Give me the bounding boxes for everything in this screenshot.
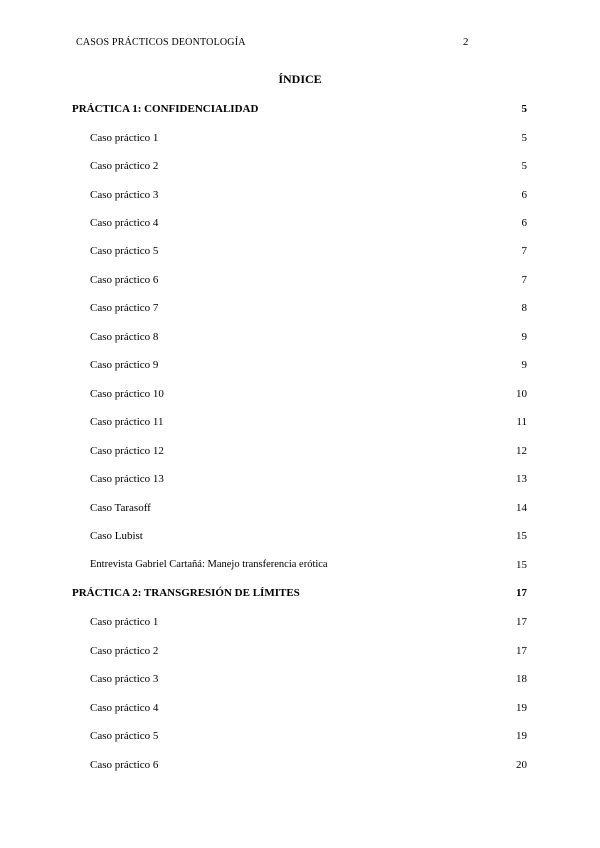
toc-entry[interactable]	[0, 473, 600, 489]
toc-entry-page: 6	[521, 189, 527, 201]
toc-entry-page: 14	[516, 502, 527, 514]
toc-entry[interactable]	[0, 416, 600, 432]
toc-entry[interactable]	[0, 702, 600, 718]
toc-entry-page: 12	[516, 445, 527, 457]
toc-entry-label: PRÁCTICA 1: CONFIDENCIALIDAD	[72, 103, 259, 115]
toc-section-practica-1[interactable]	[0, 103, 600, 119]
toc-entry-label: Caso práctico 9	[90, 359, 159, 371]
page-number: 2	[463, 36, 469, 48]
toc-entry-page: 7	[521, 274, 527, 286]
toc-entry-page: 19	[516, 702, 527, 714]
toc-entry-label: Caso práctico 4	[90, 217, 159, 229]
toc-entry-page: 5	[521, 103, 527, 115]
toc-entry-label: Caso práctico 10	[90, 388, 164, 400]
toc-entry-label: Caso Tarasoff	[90, 502, 151, 514]
toc-entry-label: Caso práctico 1	[90, 132, 159, 144]
toc-entry-label: Caso práctico 11	[90, 416, 164, 428]
toc-entry[interactable]	[0, 645, 600, 661]
toc-entry-label: Caso práctico 3	[90, 673, 159, 685]
toc-entry-page: 9	[521, 359, 527, 371]
toc-entry-page: 18	[516, 673, 527, 685]
toc-entry-page: 13	[516, 473, 527, 485]
running-header: CASOS PRÁCTICOS DEONTOLOGÍA	[76, 37, 246, 48]
toc-entry[interactable]	[0, 759, 600, 775]
toc-entry-page: 5	[521, 132, 527, 144]
toc-entry-page: 6	[521, 217, 527, 229]
toc-entry-page: 15	[516, 559, 527, 571]
toc-entry[interactable]	[0, 445, 600, 461]
toc-entry-label: Caso práctico 13	[90, 473, 164, 485]
toc-entry-label: Caso práctico 12	[90, 445, 164, 457]
toc-entry-page: 7	[521, 245, 527, 257]
toc-entry-label: Caso práctico 5	[90, 245, 159, 257]
toc-entry[interactable]	[0, 274, 600, 290]
toc-entry-label: Caso Lubist	[90, 530, 143, 542]
toc-entry-page: 8	[521, 302, 527, 314]
toc-entry[interactable]	[0, 160, 600, 176]
toc-entry[interactable]	[0, 245, 600, 261]
toc-entry-page: 17	[516, 587, 527, 599]
toc-entry-label: Caso práctico 5	[90, 730, 159, 742]
toc-entry[interactable]	[0, 132, 600, 148]
toc-entry-label: Caso práctico 2	[90, 645, 159, 657]
toc-entry-page: 10	[516, 388, 527, 400]
toc-entry[interactable]	[0, 359, 600, 375]
toc-entry-label: Caso práctico 1	[90, 616, 159, 628]
toc-entry[interactable]	[0, 530, 600, 546]
toc-entry-page: 17	[516, 645, 527, 657]
toc-entry[interactable]	[0, 388, 600, 404]
toc-entry-page: 15	[516, 530, 527, 542]
toc-entry-label: PRÁCTICA 2: TRANSGRESIÓN DE LÍMITES	[72, 587, 300, 599]
toc-entry-label: Caso práctico 3	[90, 189, 159, 201]
toc-entry-label: Caso práctico 4	[90, 702, 159, 714]
toc-entry-label: Caso práctico 6	[90, 759, 159, 771]
toc-entry-page: 17	[516, 616, 527, 628]
toc-entry-page: 9	[521, 331, 527, 343]
toc-entry[interactable]	[0, 189, 600, 205]
toc-entry-label: Caso práctico 8	[90, 331, 159, 343]
toc-entry-label: Caso práctico 7	[90, 302, 159, 314]
toc-entry-label: Entrevista Gabriel Cartañá: Manejo transferencia erótica	[90, 559, 328, 570]
toc-entry[interactable]	[0, 502, 600, 518]
toc-entry[interactable]	[0, 559, 600, 575]
toc-entry[interactable]	[0, 302, 600, 318]
toc-entry-label: Caso práctico 2	[90, 160, 159, 172]
toc-entry-page: 5	[521, 160, 527, 172]
toc-section-practica-2[interactable]	[0, 587, 600, 603]
toc-title: ÍNDICE	[278, 72, 322, 86]
toc-entry[interactable]	[0, 616, 600, 632]
toc-entry-page: 11	[516, 416, 527, 428]
toc-entry[interactable]	[0, 730, 600, 746]
toc-entry-label: Caso práctico 6	[90, 274, 159, 286]
toc-entry[interactable]	[0, 331, 600, 347]
toc-entry-page: 19	[516, 730, 527, 742]
toc-entry[interactable]	[0, 217, 600, 233]
toc-entry[interactable]	[0, 673, 600, 689]
toc-entry-page: 20	[516, 759, 527, 771]
